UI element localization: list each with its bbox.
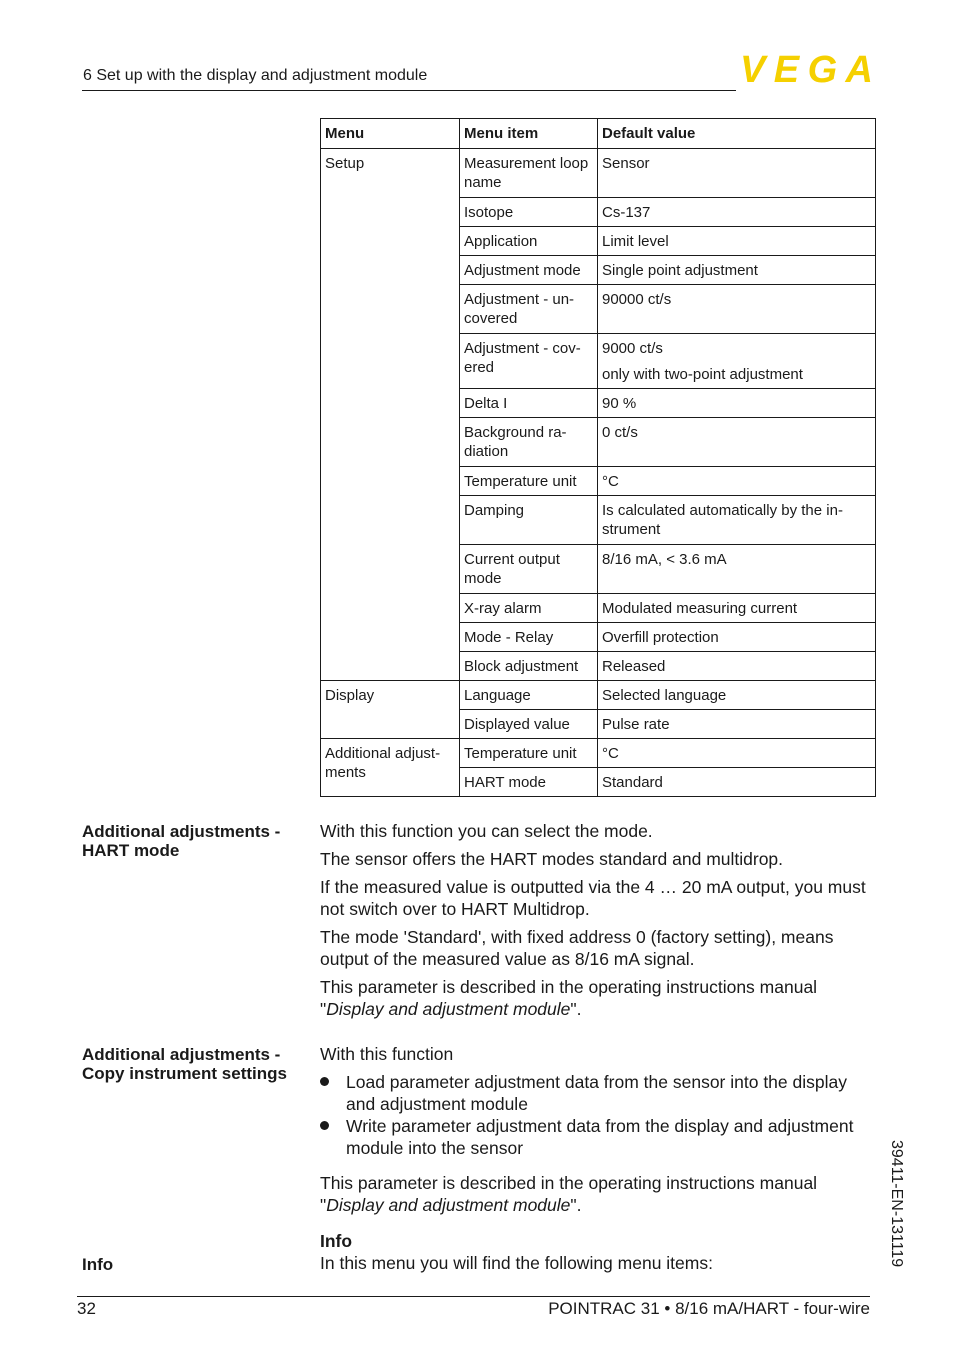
paragraph: With this function you can select the mode. xyxy=(320,821,653,841)
menu-item-cell: HART mode xyxy=(460,768,598,797)
hart-mode-heading xyxy=(82,822,280,860)
table-row xyxy=(321,149,876,198)
default-value-cell: Selected language xyxy=(598,681,876,710)
copy-settings-body xyxy=(320,1043,870,1222)
default-value-cell: Single point adjustment xyxy=(598,256,876,285)
col-header-menu-item: Menu item xyxy=(460,119,598,149)
product-name: POINTRAC 31 • 8/16 mA/HART - four-wire xyxy=(548,1299,870,1318)
menu-item-cell: Adjustment - un-covered xyxy=(460,285,598,334)
default-value-cell: Modulated measuring current xyxy=(598,594,876,623)
menu-item-cell: Current output mode xyxy=(460,545,598,594)
default-value-text: 9000 ct/s xyxy=(602,340,663,357)
default-value-cell: Released xyxy=(598,652,876,681)
manual-title: Display and adjustment module xyxy=(326,1195,571,1215)
menu-item-cell: X-ray alarm xyxy=(460,594,598,623)
info-side-heading: Info xyxy=(82,1255,114,1274)
menu-cell-display: Display xyxy=(321,681,460,739)
hart-heading-line2: HART mode xyxy=(82,841,180,860)
col-header-default-value: Default value xyxy=(598,119,876,149)
manual-title: Display and adjustment module xyxy=(326,999,571,1019)
default-value-cell: Is calculated automatically by the in-strument xyxy=(598,496,876,545)
document-code: 39411-EN-131119 xyxy=(888,1140,905,1268)
menu-item-cell: Displayed value xyxy=(460,710,598,739)
bullet-item: Write parameter adjustment data from the display and adjustment module into the sensor xyxy=(320,1115,870,1159)
info-heading: Info xyxy=(320,1231,353,1251)
table-row xyxy=(321,681,876,710)
menu-item-cell: Background ra-diation xyxy=(460,418,598,467)
menu-item-cell: Measurement loop name xyxy=(460,149,598,198)
paragraph: The sensor offers the HART modes standard and multidrop. xyxy=(320,849,784,869)
menu-item-cell: Temperature unit xyxy=(460,739,598,768)
default-value-cell: °C xyxy=(598,739,876,768)
footer-divider xyxy=(77,1296,870,1297)
table-header-row xyxy=(321,119,876,149)
default-value-note: only with two-point adjustment xyxy=(602,366,803,383)
default-value-cell: Cs-137 xyxy=(598,198,876,227)
hart-mode-body xyxy=(320,820,870,1026)
menu-table xyxy=(320,118,876,797)
paragraph: This parameter is described in the operating instructions manual "Display and adjustment module". xyxy=(320,1173,818,1215)
bullet-item: Load parameter adjustment data from the sensor into the display and adjustment module xyxy=(320,1071,870,1115)
col-header-menu: Menu xyxy=(321,119,460,149)
menu-item-cell: Mode - Relay xyxy=(460,623,598,652)
copy-heading-line1: Additional adjustments - xyxy=(82,1045,281,1064)
paragraph: With this function xyxy=(320,1044,454,1064)
default-value-cell: Sensor xyxy=(598,149,876,198)
paragraph: If the measured value is outputted via the 4 … 20 mA output, you must not switch over to HART Multidrop. xyxy=(320,877,866,919)
menu-item-cell: Temperature unit xyxy=(460,467,598,496)
default-value-cell: 90000 ct/s xyxy=(598,285,876,334)
menu-item-cell: Language xyxy=(460,681,598,710)
default-value-cell: 0 ct/s xyxy=(598,418,876,467)
copy-settings-heading xyxy=(82,1045,287,1083)
bullet-dot xyxy=(320,1077,329,1086)
info-text: In this menu you will find the following menu items: xyxy=(320,1253,713,1273)
paragraph: The mode 'Standard', with fixed address 0 (factory setting), means output of the measured value as 8/16 mA signal. xyxy=(320,927,834,969)
menu-item-cell: Damping xyxy=(460,496,598,545)
default-value-cell: °C xyxy=(598,467,876,496)
default-value-cell: Standard xyxy=(598,768,876,797)
section-title: 6 Set up with the display and adjustment module xyxy=(83,67,428,84)
svg-text:VEGA: VEGA xyxy=(740,52,872,86)
default-value-cell: Limit level xyxy=(598,227,876,256)
menu-item-cell: Adjustment - cov-ered xyxy=(460,334,598,389)
menu-item-cell: Block adjustment xyxy=(460,652,598,681)
vega-logo xyxy=(740,52,874,86)
header-divider xyxy=(82,90,736,91)
bullet-dot xyxy=(320,1121,329,1130)
paragraph: This parameter is described in the operating instructions manual "Display and adjustment module". xyxy=(320,977,818,1019)
default-value-cell: Pulse rate xyxy=(598,710,876,739)
default-value-cell: Overfill protection xyxy=(598,623,876,652)
copy-heading-line2: Copy instrument settings xyxy=(82,1064,287,1083)
default-value-cell: 90 % xyxy=(598,389,876,418)
menu-item-cell: Isotope xyxy=(460,198,598,227)
default-value-cell: 8/16 mA, < 3.6 mA xyxy=(598,545,876,594)
menu-cell-setup: Setup xyxy=(321,149,460,681)
menu-item-cell: Application xyxy=(460,227,598,256)
hart-heading-line1: Additional adjustments - xyxy=(82,822,281,841)
menu-cell-additional-adjustments: Additional adjust-ments xyxy=(321,739,460,797)
menu-item-cell: Delta I xyxy=(460,389,598,418)
page-number: 32 xyxy=(77,1299,96,1318)
table-row xyxy=(321,739,876,768)
menu-item-cell: Adjustment mode xyxy=(460,256,598,285)
default-value-cell xyxy=(598,334,876,389)
